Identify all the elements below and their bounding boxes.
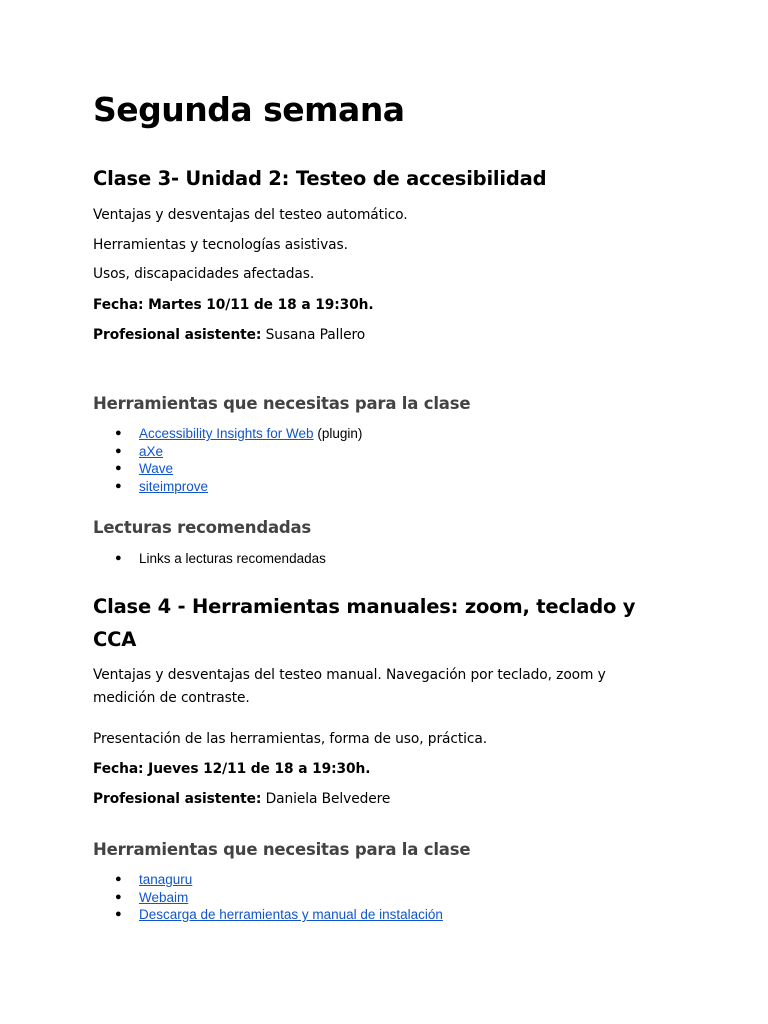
- list-item: [93, 871, 443, 889]
- bullet-icon: ●: [115, 873, 122, 885]
- link-webaim[interactable]: Webaim: [139, 889, 189, 905]
- list-item: [93, 889, 443, 907]
- bullet-icon: ●: [115, 890, 122, 903]
- clase3-profesional-name: Susana Pallero: [261, 327, 366, 343]
- list-item: [93, 425, 362, 443]
- list-item: [93, 478, 362, 496]
- reading-item: Links a lecturas recomendadas: [139, 551, 326, 566]
- link-axe[interactable]: aXe: [139, 443, 164, 459]
- bullet-icon: ●: [115, 479, 122, 492]
- clase3-profesional-label: Profesional asistente:: [93, 327, 262, 343]
- clase3-tools-list: [93, 425, 362, 495]
- bullet-icon: ●: [115, 427, 122, 439]
- clase4-fecha: [93, 758, 370, 781]
- clase4-tools-heading: Herramientas que necesitas para la clase: [93, 840, 471, 859]
- list-item: [93, 550, 326, 568]
- list-item: [93, 443, 362, 461]
- link-siteimprove[interactable]: siteimprove: [139, 478, 209, 494]
- clase3-fecha: [93, 294, 374, 317]
- clase4-tools-list: [93, 871, 443, 924]
- bullet-icon: ●: [115, 444, 122, 457]
- link-descarga-herramientas[interactable]: Descarga de herramientas y manual de instalación: [139, 907, 443, 922]
- clase3-line-3: Usos, discapacidades afectadas.: [93, 266, 315, 282]
- clase4-fecha-text: Fecha: Jueves 12/11 de 18 a 19:30h.: [93, 761, 371, 777]
- page-title: Segunda semana: [93, 90, 405, 129]
- clase4-intro: Ventajas y desventajas del testeo manual. Navegación por teclado, zoom y medición de contraste.: [93, 667, 606, 706]
- link-accessibility-insights[interactable]: Accessibility Insights for Web: [139, 426, 314, 441]
- clase3-fecha-text: Fecha: Martes 10/11 de 18 a 19:30h.: [93, 297, 374, 313]
- bullet-icon: ●: [115, 462, 122, 474]
- clase3-heading: Clase 3- Unidad 2: Testeo de accesibilidad: [93, 167, 547, 190]
- clase3-line-2: Herramientas y tecnologías asistivas.: [93, 237, 348, 253]
- clase4-heading: Clase 4 - Herramientas manuales: zoom, teclado y CCA: [93, 595, 636, 651]
- clase3-tools-heading: Herramientas que necesitas para la clase: [93, 394, 471, 413]
- link-tanaguru[interactable]: tanaguru: [139, 872, 193, 887]
- clase4-profesional-label: Profesional asistente:: [93, 791, 262, 807]
- list-item: [93, 906, 443, 924]
- clase4-profesional: [93, 788, 390, 811]
- clase3-line-1: Ventajas y desventajas del testeo automático.: [93, 207, 408, 223]
- clase3-readings-list: [93, 550, 326, 568]
- bullet-icon: ●: [115, 908, 122, 920]
- bullet-icon: ●: [115, 552, 122, 564]
- link-wave[interactable]: Wave: [139, 461, 174, 476]
- clase4-presentation: Presentación de las herramientas, forma de uso, práctica.: [93, 731, 488, 747]
- link-suffix: (plugin): [313, 426, 363, 441]
- clase3-profesional: [93, 324, 365, 347]
- clase4-profesional-name: Daniela Belvedere: [261, 791, 391, 807]
- list-item: [93, 460, 362, 478]
- clase3-readings-heading: Lecturas recomendadas: [93, 518, 312, 537]
